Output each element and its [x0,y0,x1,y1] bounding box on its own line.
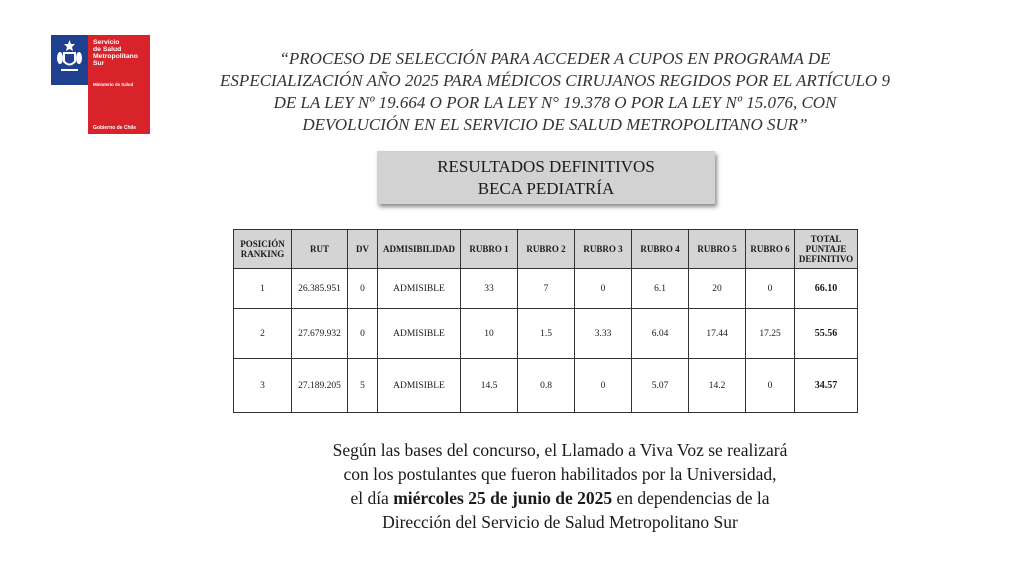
header-rubro-4: RUBRO 4 [632,230,689,269]
cell-admissibility: ADMISIBLE [378,359,461,413]
cell-position: 3 [234,359,292,413]
logo-government: Gobierno de Chile [93,125,137,131]
table-row [234,309,858,359]
cell-total: 66.10 [795,269,858,309]
cell-position: 1 [234,269,292,309]
results-heading: RESULTADOS DEFINITIVOS [437,156,655,176]
logo-name-line: Servicio [93,39,120,46]
table-header-row [234,230,858,269]
cell-rubro-2: 1.5 [518,309,575,359]
cell-position: 2 [234,309,292,359]
results-table [233,229,858,413]
table-row [234,359,858,413]
logo-name-line: Metropolitano [93,53,138,60]
title-line: DE LA LEY Nº 19.664 O POR LA LEY N° 19.378 O POR LA LEY Nº 15.076, CON [273,93,837,112]
footer-line: Dirección del Servicio de Salud Metropolitano Sur [382,512,738,532]
cell-total: 55.56 [795,309,858,359]
footer-note [230,438,890,534]
cell-rubro-6: 0 [746,359,795,413]
header-total: TOTAL PUNTAJE DEFINITIVO [795,230,858,269]
cell-dv: 0 [348,269,378,309]
logo-white-block [51,85,88,134]
cell-rut: 26.385.951 [292,269,348,309]
cell-dv: 0 [348,309,378,359]
results-heading-box [377,151,715,204]
header-position: POSICIÓN RANKING [234,230,292,269]
institution-logo [51,35,150,134]
cell-admissibility: ADMISIBLE [378,269,461,309]
header-rut: RUT [292,230,348,269]
header-rubro-2: RUBRO 2 [518,230,575,269]
logo-ministry: Ministerio de Salud [93,82,134,87]
cell-rubro-5: 20 [689,269,746,309]
title-line: “PROCESO DE SELECCIÓN PARA ACCEDER A CUPOS EN PROGRAMA DE [279,49,831,68]
cell-dv: 5 [348,359,378,413]
cell-rubro-4: 5.07 [632,359,689,413]
logo-name-line: de Salud [93,46,122,53]
footer-line: Según las bases del concurso, el Llamado a Viva Voz se realizará [332,440,788,460]
cell-admissibility: ADMISIBLE [378,309,461,359]
logo-institution-name [93,39,149,67]
cell-rubro-3: 0 [575,359,632,413]
cell-rubro-1: 33 [461,269,518,309]
footer-text: en dependencias de la [612,488,770,508]
scholarship-name: BECA PEDIATRÍA [477,178,615,198]
header-dv: DV [348,230,378,269]
cell-rubro-5: 14.2 [689,359,746,413]
cell-rubro-1: 10 [461,309,518,359]
cell-rubro-4: 6.1 [632,269,689,309]
cell-rubro-1: 14.5 [461,359,518,413]
cell-rubro-3: 0 [575,269,632,309]
header-rubro-5: RUBRO 5 [689,230,746,269]
event-date: miércoles 25 de junio de 2025 [393,488,613,508]
cell-rut: 27.189.205 [292,359,348,413]
table-row [234,269,858,309]
cell-rubro-4: 6.04 [632,309,689,359]
cell-rubro-5: 17.44 [689,309,746,359]
cell-rubro-2: 0.8 [518,359,575,413]
header-rubro-6: RUBRO 6 [746,230,795,269]
cell-rubro-6: 17.25 [746,309,795,359]
document-title [195,48,915,136]
header-rubro-1: RUBRO 1 [461,230,518,269]
header-admissibility: ADMISIBILIDAD [378,230,461,269]
cell-rubro-2: 7 [518,269,575,309]
cell-rubro-3: 3.33 [575,309,632,359]
footer-line [230,486,890,510]
cell-total: 34.57 [795,359,858,413]
logo-blue-block [51,35,88,85]
title-line: DEVOLUCIÓN EN EL SERVICIO DE SALUD METROPOLITANO SUR” [302,115,808,134]
cell-rut: 27.679.932 [292,309,348,359]
logo-red-block [88,35,150,134]
logo-name-line: Sur [93,60,105,67]
footer-text: el día [350,488,394,508]
logo-flag-panel [51,35,88,134]
footer-line: con los postulantes que fueron habilitados por la Universidad, [343,464,777,484]
title-line: ESPECIALIZACIÓN AÑO 2025 PARA MÉDICOS CIRUJANOS REGIDOS POR EL ARTÍCULO 9 [220,71,890,90]
cell-rubro-6: 0 [746,269,795,309]
header-rubro-3: RUBRO 3 [575,230,632,269]
coat-of-arms-icon [55,39,84,73]
